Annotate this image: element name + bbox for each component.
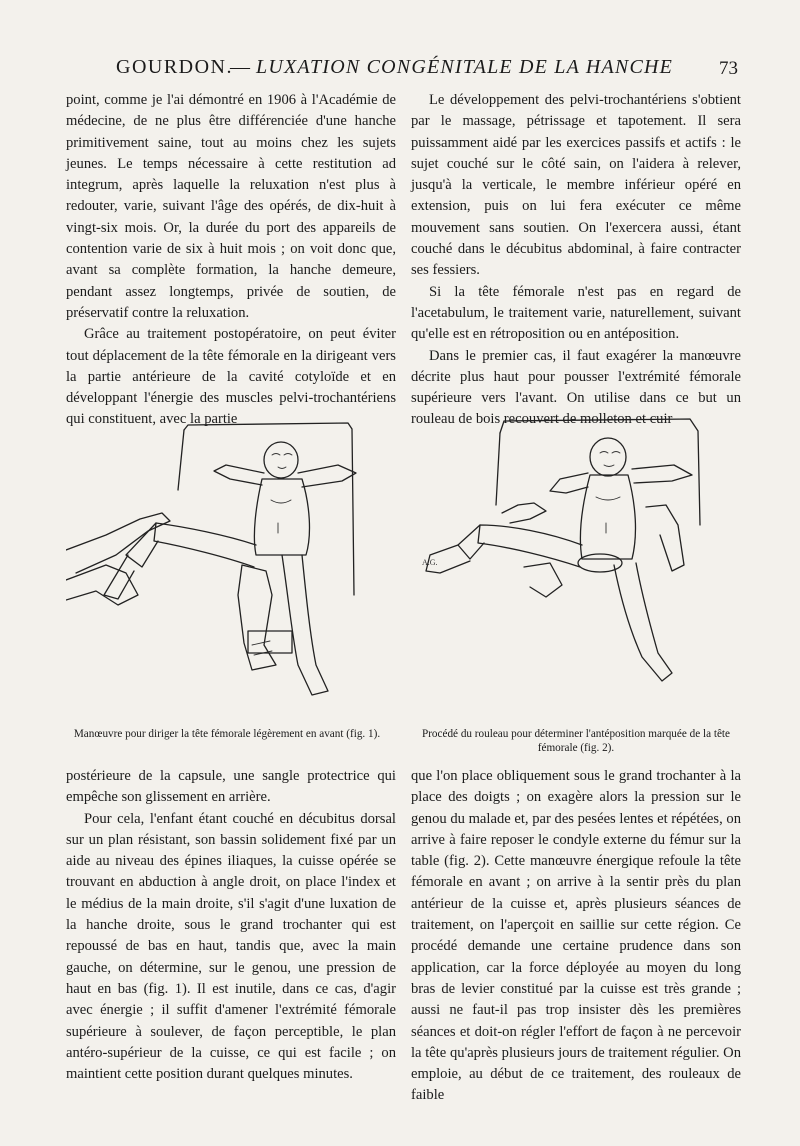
figure-1-illustration: [66, 395, 392, 715]
artist-signature: A.G.: [422, 558, 438, 567]
paragraph: Si la tête fémorale n'est pas en regard de l'acetabulum, le traitement varie, naturellement, suivant qu'elle est en rétroposition ou en antéposition.: [411, 283, 741, 343]
patient-head: [264, 442, 298, 478]
patient-head: [590, 438, 626, 476]
figure-1-drawing: [66, 395, 392, 715]
patient-thigh-abducted: [154, 523, 256, 567]
running-head-author: GOURDON.: [116, 56, 233, 78]
table-outline: [184, 423, 354, 595]
patient-thigh-abducted: [478, 525, 582, 567]
patient-torso: [254, 479, 309, 555]
paragraph: que l'on place obliquement sous le grand trochanter à la place des doigts ; on exagère alors la pression sur le genou du malade et, par des pesées lentes et répétées, on arrive à faire reposer le condyle externe du fémur sur la table (fig. 2). Cette manœuvre énergique refoule la tête fémorale en avant ; on arrive à la sentir près du plan antérieur de la cuisse et, après plusieurs séances de traitement, on l'aperçoit en saillie sur cette région. Ce procédé demande une certaine prudence dans son application, car la force déployée au moyen du long bras de levier constitué par la cuisse est très grande ; aussi ne faut-il pas trop insister dès les premières séances et doit-on régler l'effort de façon à ne percevoir la tête qu'après plusieurs jours de traitement régulier. On emploie, au début de ce traitement, des rouleaux de faible: [411, 768, 741, 1104]
running-head-dash: —: [230, 56, 250, 78]
text-column-top-right: [411, 90, 741, 431]
patient-foot-left: [104, 555, 134, 599]
paragraph: Dans le premier cas, il faut exagérer la manœuvre décrite plus haut pour pousser l'extrémité fémorale supérieure vers l'avant. On utilise dans ce but un rouleau de bois recouvert de molleton et cuir: [411, 347, 741, 428]
figure-2-caption: Procédé du rouleau pour déterminer l'antéposition marquée de la tête fémorale (fig. 2).: [421, 728, 730, 754]
patient-arm-left: [550, 473, 588, 493]
paragraph: point, comme je l'ai démontré en 1906 à l'Académie de médecine, de ne plus être différenciée d'une hanche primitivement saine, tout au moins chez les sujets jeunes. Le temps nécessaire à cette restitution ad integrum, après laquelle la reluxation n'est plus à redouter, varie, suivant l'âge des opérés, de dix-huit à vingt-six mois. Or, la durée du port des appareils de contention varie de six à huit mois ; on voit donc que, avant sa complète formation, la hanche demeure, pendant assez longtemps, privée de soutien, de préservatif contre la reluxation.: [66, 92, 396, 321]
assistant-arm: [66, 513, 170, 573]
assistant-hand-lower: [66, 565, 138, 605]
page-number: 73: [719, 58, 738, 79]
assistant-hand-knee: [502, 503, 546, 523]
paragraph: Le développement des pelvi-trochantériens s'obtient par le massage, pétrissage et tapotement. Il sera puissamment aidé par les exercices passifs et actifs : le sujet couché sur le côté sain, on l'aidera à relever, jusqu'à la verticale, le membre inférieur opéré en extension, puis on lui fera exécuter ce même mouvement sans soutien. On l'exercera aussi, étant couché dans le décubitus abdominal, à faire contracter ses fessiers.: [411, 92, 741, 279]
running-head: [60, 54, 740, 84]
paragraph: Pour cela, l'enfant étant couché en décubitus dorsal sur un plan résistant, son bassin solidement fixé par un aide au niveau des épines iliaques, la cuisse opérée se trouvant en abduction à angle droit, on place l'index et le médius de la main droite, s'il s'agit d'une luxation de la hanche droite, sous le grand trochanter qui est repoussé de bas en haut, tandis que, avec la main gauche, on détermine, sur le genou, une pression de haut en bas (fig. 1). Il est inutile, dans ce cas, d'agir avec énergie ; il suffit d'amener l'extrémité fémorale supérieure à soulever, de façon perceptible, le plan antéro-supérieur de la cuisse, ce qui est facile ; on maintient cette position durant quelques minutes.: [66, 810, 396, 1083]
text-column-top-left: [66, 90, 396, 431]
patient-arm-right: [632, 465, 692, 483]
figure-2-illustration: [410, 395, 740, 715]
figure-2-drawing: [410, 395, 740, 715]
figure-1-caption: Manœuvre pour diriger la tête fémorale légèrement en avant (fig. 1).: [73, 728, 381, 740]
table-outline: [500, 419, 700, 525]
paragraph: Grâce au traitement postopératoire, on peut éviter tout déplacement de la tête fémorale en la dirigeant vers la partie antérieure de la cavité cotyloïde et en développant l'énergie des muscles pelvi-trochantériens qui constituent, avec la partie: [66, 326, 396, 428]
assistant-arm: [646, 505, 684, 571]
running-head-title: LUXATION CONGÉNITALE DE LA HANCHE: [256, 56, 674, 78]
patient-arm-left: [214, 465, 264, 485]
text-column-bottom-right: [411, 766, 741, 1107]
patient-knee-lower: [524, 563, 562, 597]
patient-leg-straight: [614, 563, 672, 681]
patient-leg-straight: [282, 555, 328, 695]
patient-torso: [580, 475, 635, 559]
paragraph: postérieure de la capsule, une sangle protectrice qui empêche son glissement en arrière.: [66, 768, 396, 806]
patient-arm-right: [298, 465, 356, 487]
text-column-bottom-left: [66, 766, 396, 1085]
